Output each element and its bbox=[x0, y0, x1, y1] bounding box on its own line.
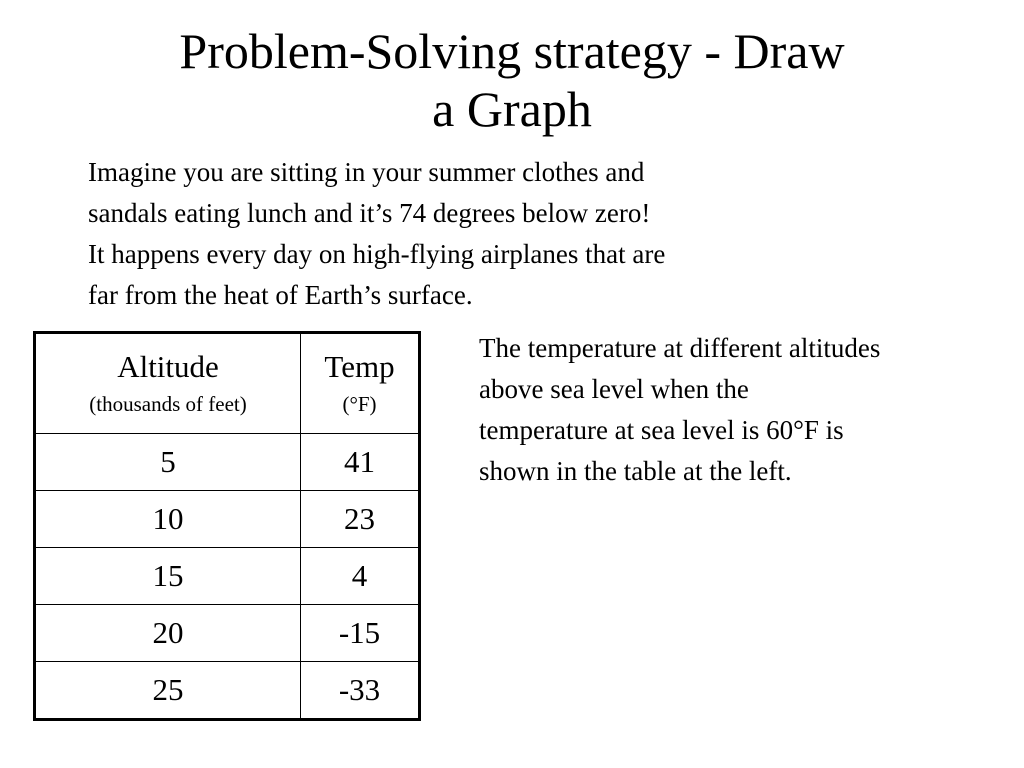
intro-line: far from the heat of Earth’s surface. bbox=[88, 280, 473, 310]
title-line-2: a Graph bbox=[432, 81, 592, 137]
altitude-header-unit: (thousands of feet) bbox=[89, 391, 247, 416]
temp-cell: 23 bbox=[301, 491, 420, 548]
temp-header bbox=[301, 333, 420, 434]
table-row bbox=[35, 434, 420, 491]
table-row bbox=[35, 548, 420, 605]
temp-cell: 4 bbox=[301, 548, 420, 605]
altitude-temperature-table bbox=[33, 331, 421, 721]
slide-title bbox=[60, 22, 964, 138]
temp-cell: -33 bbox=[301, 662, 420, 720]
altitude-header bbox=[35, 333, 301, 434]
altitude-header-label: Altitude bbox=[117, 348, 219, 384]
table-row bbox=[35, 662, 420, 720]
intro-line: Imagine you are sitting in your summer clothes and bbox=[88, 157, 645, 187]
altitude-cell: 10 bbox=[35, 491, 301, 548]
temp-cell: 41 bbox=[301, 434, 420, 491]
temp-cell: -15 bbox=[301, 605, 420, 662]
table-row bbox=[35, 491, 420, 548]
altitude-cell: 5 bbox=[35, 434, 301, 491]
table-row bbox=[35, 605, 420, 662]
side-note bbox=[479, 328, 999, 492]
temp-header-unit: (°F) bbox=[342, 391, 377, 416]
side-note-line: temperature at sea level is 60°F is bbox=[479, 415, 844, 445]
table-header-row bbox=[35, 333, 420, 434]
altitude-cell: 25 bbox=[35, 662, 301, 720]
altitude-cell: 20 bbox=[35, 605, 301, 662]
altitude-cell: 15 bbox=[35, 548, 301, 605]
intro-line: It happens every day on high-flying airplanes that are bbox=[88, 239, 666, 269]
side-note-line: shown in the table at the left. bbox=[479, 456, 792, 486]
title-line-1: Problem-Solving strategy - Draw bbox=[179, 23, 845, 79]
side-note-line: The temperature at different altitudes bbox=[479, 333, 881, 363]
intro-line: sandals eating lunch and it’s 74 degrees below zero! bbox=[88, 198, 651, 228]
side-note-line: above sea level when the bbox=[479, 374, 749, 404]
intro-paragraph bbox=[88, 152, 848, 316]
temp-header-label: Temp bbox=[324, 348, 395, 384]
